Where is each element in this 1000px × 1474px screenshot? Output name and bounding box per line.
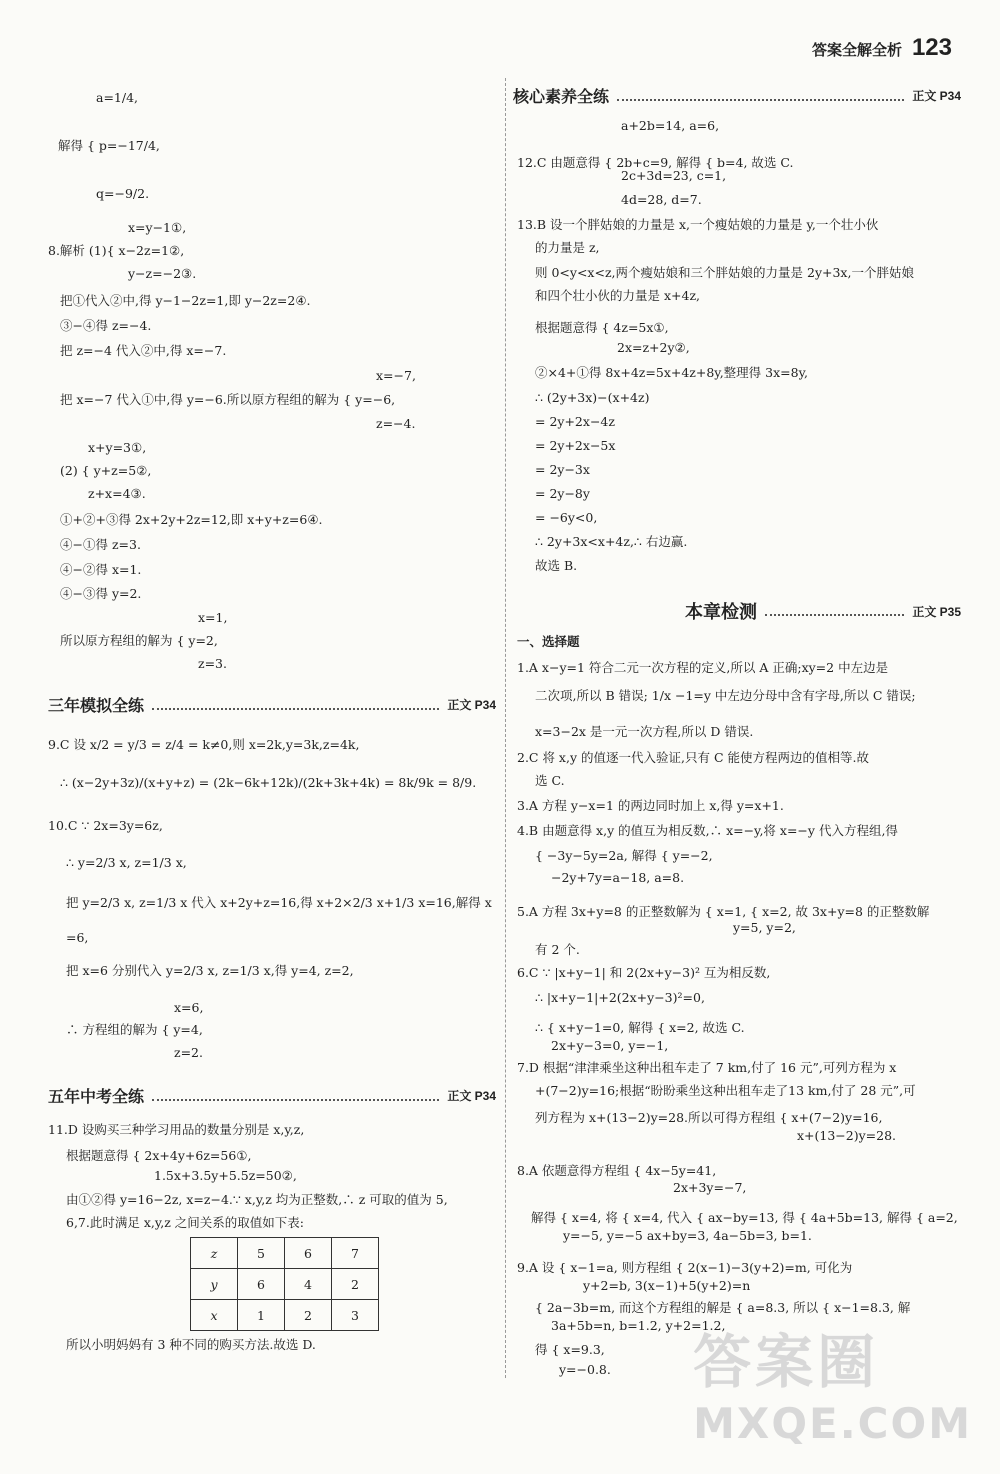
table-cell: 7 xyxy=(332,1238,379,1269)
text-line: ④−①得 z=3. xyxy=(60,537,141,552)
text-line: 根据题意得 { 2x+4y+6z=56①, xyxy=(66,1148,252,1163)
table-cell: 5 xyxy=(238,1238,285,1269)
text-line: 把 y=2/3 x, z=1/3 x 代入 x+2y+z=16,得 x+2×2/3 x+1/3 x=16,解得 x xyxy=(66,895,492,910)
text-line: x=y−1①, xyxy=(128,220,187,235)
table-row xyxy=(191,1269,379,1300)
text-line: x=1, xyxy=(198,610,228,625)
text-line: ∴ 2y+3x<x+4z,∴ 右边赢. xyxy=(535,534,688,549)
text-line: ④−③得 y=2. xyxy=(60,586,142,601)
text-line: a+2b=14, a=6, xyxy=(621,118,720,133)
text-line: 8.A 依题意得方程组 { 4x−5y=41, xyxy=(517,1163,717,1178)
subsection-title: 一、选择题 xyxy=(517,635,580,649)
text-line: 列方程为 x+(13−2)y=28.所以可得方程组 { x+(7−2)y=16, xyxy=(535,1110,883,1125)
watermark xyxy=(693,1315,972,1448)
section-title: 本章检测 xyxy=(685,602,757,623)
text-line: 则 0<y<x<z,两个瘦姑娘和三个胖姑娘的力量是 2y+3x,一个胖姑娘 xyxy=(535,265,914,280)
text-line: 11.D 设购买三种学习用品的数量分别是 x,y,z, xyxy=(48,1122,305,1137)
text-line: 解得 { p=−17/4, xyxy=(58,138,160,153)
section-title: 五年中考全练 xyxy=(48,1087,145,1106)
header-title: 答案全解全析 xyxy=(811,41,902,59)
text-line: z+x=4③. xyxy=(88,486,146,501)
text-line: z=−4. xyxy=(376,416,416,431)
text-line: 把 z=−4 代入②中,得 x=−7. xyxy=(60,343,227,358)
text-line: 把 x=6 分别代入 y=2/3 x, z=1/3 x,得 y=4, z=2, xyxy=(66,963,354,978)
text-line: 9.C 设 x/2 = y/3 = z/4 = k≠0,则 x=2k,y=3k,z=4k, xyxy=(48,737,360,752)
text-line: z=3. xyxy=(198,656,227,671)
page-number: 123 xyxy=(911,34,952,61)
values-table xyxy=(190,1237,379,1331)
text-line: ①+②+③得 2x+2y+2z=12,即 x+y+z=6④. xyxy=(60,512,323,527)
text-line: ∴ |x+y−1|+2(2x+y−3)²=0, xyxy=(535,990,705,1005)
text-line: { −3y−5y=2a, 解得 { y=−2, xyxy=(535,848,713,863)
text-line: −2y+7y=a−18, a=8. xyxy=(551,870,685,885)
text-line: 故选 B. xyxy=(535,558,578,573)
text-line: 2x=z+2y②, xyxy=(617,340,690,355)
text-line: x=−7, xyxy=(376,368,416,383)
text-line: 9.A 设 { x−1=a, 则方程组 { 2(x−1)−3(y+2)=m, 可化为 xyxy=(517,1260,853,1275)
text-line: q=−9/2. xyxy=(96,186,150,201)
text-line: 4d=28, d=7. xyxy=(621,192,702,207)
text-line: 1.5x+3.5y+5.5z=50②, xyxy=(154,1168,297,1183)
text-line: ②×4+①得 8x+4z=5x+4z+8y,整理得 3x=8y, xyxy=(535,365,808,380)
text-line: 10.C ∵ 2x=3y=6z, xyxy=(48,818,163,833)
text-line: y=−5, y=−5 ax+by=3, 4a−5b=3, b=1. xyxy=(563,1228,812,1243)
text-line: 12.C 由题意得 { 2b+c=9, 解得 { b=4, 故选 C. xyxy=(517,155,794,170)
text-line: 根据题意得 { 4z=5x①, xyxy=(535,320,669,335)
text-line: ④−②得 x=1. xyxy=(60,562,142,577)
text-line: ∴ (2y+3x)−(x+4z) xyxy=(535,390,650,405)
table-row xyxy=(191,1238,379,1269)
text-line: y=−0.8. xyxy=(559,1362,611,1377)
text-line: 3a+5b=n, b=1.2, y+2=1.2, xyxy=(551,1318,726,1333)
text-line: 5.A 方程 3x+y=8 的正整数解为 { x=1, { x=2, 故 3x+y=8 的正整数解 xyxy=(517,904,930,919)
text-line: 2c+3d=23, c=1, xyxy=(621,168,727,183)
text-line: 4.B 由题意得 x,y 的值互为相反数,∴ x=−y,将 x=−y 代入方程组,得 xyxy=(517,823,898,838)
page-header xyxy=(812,34,952,62)
section-header-wunian xyxy=(48,1084,496,1107)
dotted-leader xyxy=(765,606,904,616)
text-line: 和四个壮小伙的力量是 x+4z, xyxy=(535,288,701,303)
text-line: z=2. xyxy=(174,1045,203,1060)
text-line: 2x+3y=−7, xyxy=(673,1180,747,1195)
text-line: 7.D 根据“津津乘坐这种出租车走了 7 km,付了 16 元”,可列方程为 x xyxy=(517,1060,897,1075)
text-line: 有 2 个. xyxy=(535,942,580,957)
table-cell: y xyxy=(191,1269,238,1300)
text-line: = 2y+2x−5x xyxy=(535,438,616,453)
text-line: 2x+y−3=0, y=−1, xyxy=(551,1038,669,1053)
watermark-text: 答案圈 xyxy=(693,1328,880,1396)
text-line: x+(13−2)y=28. xyxy=(797,1128,897,1143)
text-line: 把①代入②中,得 y−1−2z=1,即 y−2z=2④. xyxy=(60,293,311,308)
text-line: x=3−2x 是一元一次方程,所以 D 错误. xyxy=(535,724,754,739)
text-line: 把 x=−7 代入①中,得 y=−6.所以原方程组的解为 { y=−6, xyxy=(60,392,396,407)
section-ref: 正文 P34 xyxy=(447,698,496,712)
text-line: ∴ 方程组的解为 { y=4, xyxy=(66,1022,203,1037)
text-line: { 2a−3b=m, 而这个方程组的解是 { a=8.3, 所以 { x−1=8.3, 解 xyxy=(535,1300,911,1315)
table-cell: 4 xyxy=(285,1269,332,1300)
section-title: 三年模拟全练 xyxy=(48,696,145,715)
text-line: ∴ (x−2y+3z)/(x+y+z) = (2k−6k+12k)/(2k+3k+4k) = 8k/9k = 8/9. xyxy=(60,775,477,790)
text-line: a=1/4, xyxy=(96,90,139,105)
text-line: 1.A x−y=1 符合二元一次方程的定义,所以 A 正确;xy=2 中左边是 xyxy=(517,660,889,675)
dotted-leader xyxy=(152,1091,439,1101)
text-line: 由①②得 y=16−2z, x=z−4.∵ x,y,z 均为正整数,∴ z 可取的值为 5, xyxy=(66,1192,448,1207)
text-line: x=6, xyxy=(174,1000,204,1015)
table-cell: 3 xyxy=(332,1300,379,1331)
section-ref: 正文 P34 xyxy=(912,89,961,103)
text-line: 选 C. xyxy=(535,773,565,788)
table-cell: 1 xyxy=(238,1300,285,1331)
table-cell: 6 xyxy=(285,1238,332,1269)
text-line: 解得 { x=4, 将 { x=4, 代入 { ax−by=13, 得 { 4a+5b=13, 解得 { a=2, xyxy=(531,1210,958,1225)
table-cell: 6 xyxy=(238,1269,285,1300)
table-cell: x xyxy=(191,1300,238,1331)
text-line: 的力量是 z, xyxy=(535,240,600,255)
dotted-leader xyxy=(152,700,439,710)
text-line: 6,7.此时满足 x,y,z 之间关系的取值如下表: xyxy=(66,1215,304,1230)
text-line: 13.B 设一个胖姑娘的力量是 x,一个瘦姑娘的力量是 y,一个壮小伙 xyxy=(517,217,879,232)
text-line: ∴ { x+y−1=0, 解得 { x=2, 故选 C. xyxy=(535,1020,745,1035)
text-line: y+2=b, 3(x−1)+5(y+2)=n xyxy=(583,1278,751,1293)
section-title: 核心素养全练 xyxy=(513,87,610,106)
dotted-leader xyxy=(617,91,904,101)
column-divider xyxy=(505,78,506,1378)
text-line: +(7−2)y=16;根据“盼盼乘坐这种出租车走了13 km,付了 28 元”,可 xyxy=(535,1083,916,1098)
text-line: 二次项,所以 B 错误; 1/x −1=y 中左边分母中含有字母,所以 C 错误; xyxy=(535,688,916,703)
text-line: ∴ y=2/3 x, z=1/3 x, xyxy=(66,855,187,870)
watermark-url: MXQE.COM xyxy=(693,1399,972,1448)
text-line: = −6y<0, xyxy=(535,510,598,525)
section-ref: 正文 P35 xyxy=(912,604,961,619)
table-cell: z xyxy=(191,1238,238,1269)
text-line: x+y=3①, xyxy=(88,440,147,455)
table-row xyxy=(191,1300,379,1331)
text-line: 6.C ∵ |x+y−1| 和 2(2x+y−3)² 互为相反数, xyxy=(517,965,771,980)
section-header-benzhang xyxy=(685,598,961,624)
text-line: (2) { y+z=5②, xyxy=(60,463,152,478)
text-line: 所以小明妈妈有 3 种不同的购买方法.故选 D. xyxy=(66,1337,316,1352)
text-line: 所以原方程组的解为 { y=2, xyxy=(60,633,218,648)
table-cell: 2 xyxy=(285,1300,332,1331)
text-line: y−z=−2③. xyxy=(128,266,197,281)
text-line: 8.解析 (1){ x−2z=1②, xyxy=(48,243,185,258)
text-line: y=5, y=2, xyxy=(733,920,796,935)
text-line: ③−④得 z=−4. xyxy=(60,318,152,333)
text-line: = 2y−8y xyxy=(535,486,590,501)
text-line: = 2y−3x xyxy=(535,462,590,477)
section-header-hexin xyxy=(513,84,961,107)
section-header-sannian xyxy=(48,693,496,716)
text-line: 3.A 方程 y−x=1 的两边同时加上 x,得 y=x+1. xyxy=(517,798,784,813)
section-ref: 正文 P34 xyxy=(447,1089,496,1103)
table-cell: 2 xyxy=(332,1269,379,1300)
text-line: =6, xyxy=(66,930,89,945)
text-line: 得 { x=9.3, xyxy=(535,1342,605,1357)
text-line: = 2y+2x−4z xyxy=(535,414,615,429)
text-line: 2.C 将 x,y 的值逐一代入验证,只有 C 能使方程两边的值相等.故 xyxy=(517,750,869,765)
